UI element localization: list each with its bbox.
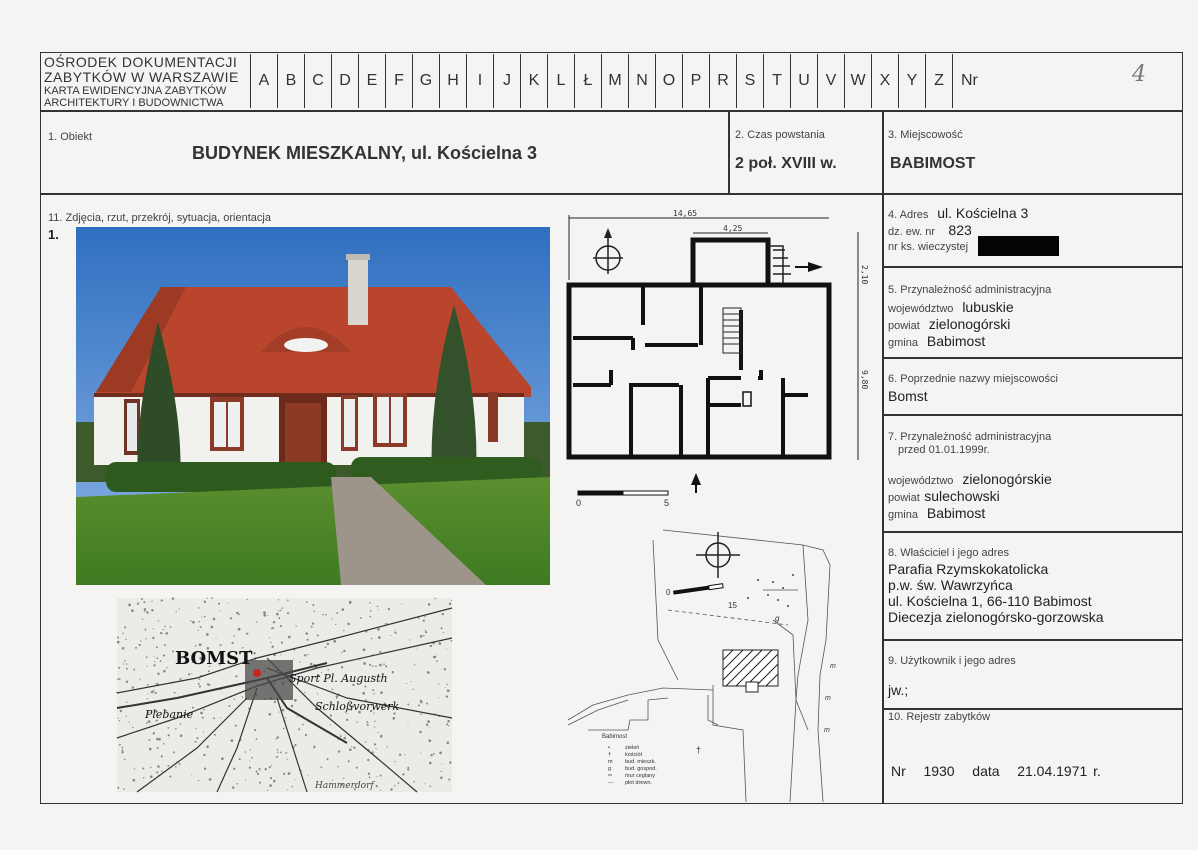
divider — [40, 110, 1183, 112]
index-letter: M — [601, 54, 628, 108]
church-building — [723, 650, 778, 692]
map-town-label: BOMST — [175, 648, 253, 669]
divider — [882, 708, 1183, 710]
gmina-row — [888, 333, 985, 351]
index-letter: C — [304, 54, 331, 108]
index-letter: V — [817, 54, 844, 108]
dim-top: 4,25 — [723, 224, 743, 233]
powiat7-label: powiat — [888, 492, 920, 504]
adres-row — [888, 205, 1028, 223]
north-arrow-icon — [593, 228, 623, 274]
wlasc-line-4: Diecezja zielonogórsko-gorzowska — [888, 609, 1104, 625]
dz-row — [888, 222, 972, 240]
rejestr-data: 21.04.1971 r. — [1017, 763, 1101, 779]
legend-text: mur ceglany — [625, 773, 655, 779]
dz-value: 823 — [948, 222, 972, 238]
scale-end: 5 — [664, 498, 670, 508]
rejestr-nr: 1930 — [923, 763, 955, 779]
photo-number: 1. — [48, 227, 59, 242]
przyn-label: 5. Przynależność administracyjna — [888, 284, 1052, 296]
poprz-label: 6. Poprzednie nazwy miejscowości — [888, 373, 1058, 385]
map-label-bottom: Hammerdorf — [315, 781, 374, 791]
site-letter-m3: m — [824, 727, 830, 734]
dim-right: 9,80 — [860, 370, 869, 390]
uzyt-label: 9. Użytkownik i jego adres — [888, 655, 1016, 667]
poprz-value: Bomst — [888, 388, 928, 404]
index-letter: P — [682, 54, 709, 108]
czas-value: 2 poł. XVIII w. — [735, 155, 837, 172]
institution-line-4: ARCHITEKTURY I BUDOWNICTWA — [44, 97, 224, 109]
powiat-row — [888, 316, 1010, 334]
divider — [882, 414, 1183, 416]
uzyt-value: jw.; — [888, 682, 909, 698]
legend-text: bud. gospod. — [625, 766, 657, 772]
institution-line-2: ZABYTKÓW W WARSZAWIE — [44, 69, 239, 85]
scale-start: 0 — [576, 498, 582, 508]
woj-row — [888, 299, 1014, 317]
divider — [882, 639, 1183, 641]
divider — [882, 531, 1183, 533]
wlasc-lines — [888, 561, 1104, 625]
powiat7-row — [888, 488, 1000, 506]
divider — [882, 110, 884, 804]
index-letter: O — [655, 54, 682, 108]
powiat-label: powiat — [888, 320, 920, 332]
gmina7-value: Babimost — [926, 505, 986, 521]
powiat-value: zielonogórski — [928, 316, 1011, 332]
index-letter: Ł — [574, 54, 601, 108]
rejestr-row — [891, 763, 1101, 779]
legend-symbol: ═ — [608, 773, 612, 779]
index-letter: Z — [925, 54, 952, 108]
site-letter-m1: m — [830, 663, 836, 670]
alphabet-index — [250, 54, 1012, 108]
institution-line-1: OŚRODEK DOKUMENTACJI — [44, 54, 238, 70]
miejscowosc-label: 3. Miejscowość — [888, 129, 963, 141]
site-scale-start: 0 — [666, 588, 671, 597]
map-label-sport: Sport Pl. Augusth — [289, 672, 388, 685]
index-letter: X — [871, 54, 898, 108]
institution-header — [44, 55, 244, 113]
index-letter: H — [439, 54, 466, 108]
index-letter: I — [466, 54, 493, 108]
ks-label: nr ks. wieczystej — [888, 241, 969, 253]
svg-text:†: † — [696, 745, 702, 755]
powiat7-value: sulechowski — [924, 488, 1000, 504]
index-letter: Y — [898, 54, 925, 108]
wlasc-line-3: ul. Kościelna 1, 66-110 Babimost — [888, 593, 1092, 609]
site-letter-g: g — [775, 614, 780, 623]
obiekt-value: BUDYNEK MIESZKALNY, ul. Kościelna 3 — [192, 143, 538, 163]
dim-right-small: 2,10 — [860, 265, 869, 285]
index-letter: W — [844, 54, 871, 108]
rejestr-data-label: data — [972, 763, 1000, 779]
index-letter: D — [331, 54, 358, 108]
woj-value: lubuskie — [962, 299, 1014, 315]
index-letter: T — [763, 54, 790, 108]
floor-plan — [563, 210, 868, 510]
divider — [882, 357, 1183, 359]
legend-symbol: • — [608, 745, 610, 751]
redacted-block — [978, 236, 1059, 256]
index-letter: A — [250, 54, 277, 108]
adres-label: 4. Adres — [888, 209, 929, 221]
rejestr-nr-label: Nr — [891, 763, 906, 779]
legend-symbol: g — [608, 766, 612, 772]
wlasc-line-1: Parafia Rzymskokatolicka — [888, 561, 1049, 577]
legend-text: zieleń — [625, 745, 640, 751]
legend-text: kościół — [625, 752, 642, 758]
woj7-label: województwo — [888, 475, 954, 487]
adres-value: ul. Kościelna 3 — [937, 205, 1029, 221]
dim-total: 14,65 — [673, 209, 698, 218]
index-letter: E — [358, 54, 385, 108]
index-letter: J — [493, 54, 520, 108]
index-letter: G — [412, 54, 439, 108]
przyn7-sub: przed 01.01.1999r. — [898, 444, 990, 456]
divider — [882, 266, 1183, 268]
handwritten-number: 4 — [1132, 62, 1146, 87]
legend-symbol: m — [608, 759, 613, 765]
index-letter: B — [277, 54, 304, 108]
index-letter: N — [628, 54, 655, 108]
index-letter: S — [736, 54, 763, 108]
building-photo — [76, 227, 550, 585]
map-label-schloss: Schloßvorwerk — [315, 700, 400, 713]
wlasc-line-2: p.w. św. Wawrzyńca — [888, 577, 1013, 593]
divider — [40, 193, 1183, 195]
site-plan — [568, 520, 850, 802]
section-11-label: 11. Zdjęcia, rzut, przekrój, sytuacja, orientacja — [48, 212, 271, 224]
gmina7-label: gmina — [888, 509, 918, 521]
site-plan-title: Babimost — [602, 734, 628, 740]
rejestr-label: 10. Rejestr zabytków — [888, 711, 991, 723]
divider — [728, 110, 730, 193]
przyn7-label: 7. Przynależność administracyjna — [888, 431, 1052, 443]
index-nr-label: Nr — [952, 54, 1012, 108]
site-north-icon — [696, 532, 740, 578]
woj-label: województwo — [888, 303, 954, 315]
legend-symbol: † — [608, 752, 612, 758]
legend-text: płot drewn. — [625, 780, 652, 786]
location-map — [117, 598, 452, 792]
site-letter-m2: m — [825, 695, 831, 702]
dz-label: dz. ew. nr — [888, 226, 936, 238]
index-letter: U — [790, 54, 817, 108]
index-letter: K — [520, 54, 547, 108]
obiekt-label: 1. Obiekt — [48, 131, 93, 143]
wlasc-label: 8. Właściciel i jego adres — [888, 547, 1010, 559]
gmina7-row — [888, 505, 985, 523]
woj7-row — [888, 471, 1052, 489]
woj7-value: zielonogórskie — [962, 471, 1052, 487]
legend-symbol: --- — [608, 780, 614, 786]
czas-label: 2. Czas powstania — [735, 129, 825, 141]
index-letter: R — [709, 54, 736, 108]
gmina-label: gmina — [888, 337, 918, 349]
gmina-value: Babimost — [926, 333, 986, 349]
institution-line-3: KARTA EWIDENCYJNA ZABYTKÓW — [44, 85, 227, 97]
index-letter: F — [385, 54, 412, 108]
index-letter: L — [547, 54, 574, 108]
miejscowosc-value: BABIMOST — [890, 155, 976, 172]
map-label-plebanie: Plebanie — [145, 708, 194, 721]
legend-text: bud. mieszk. — [625, 759, 656, 765]
site-scale-end: 15 — [728, 601, 737, 610]
